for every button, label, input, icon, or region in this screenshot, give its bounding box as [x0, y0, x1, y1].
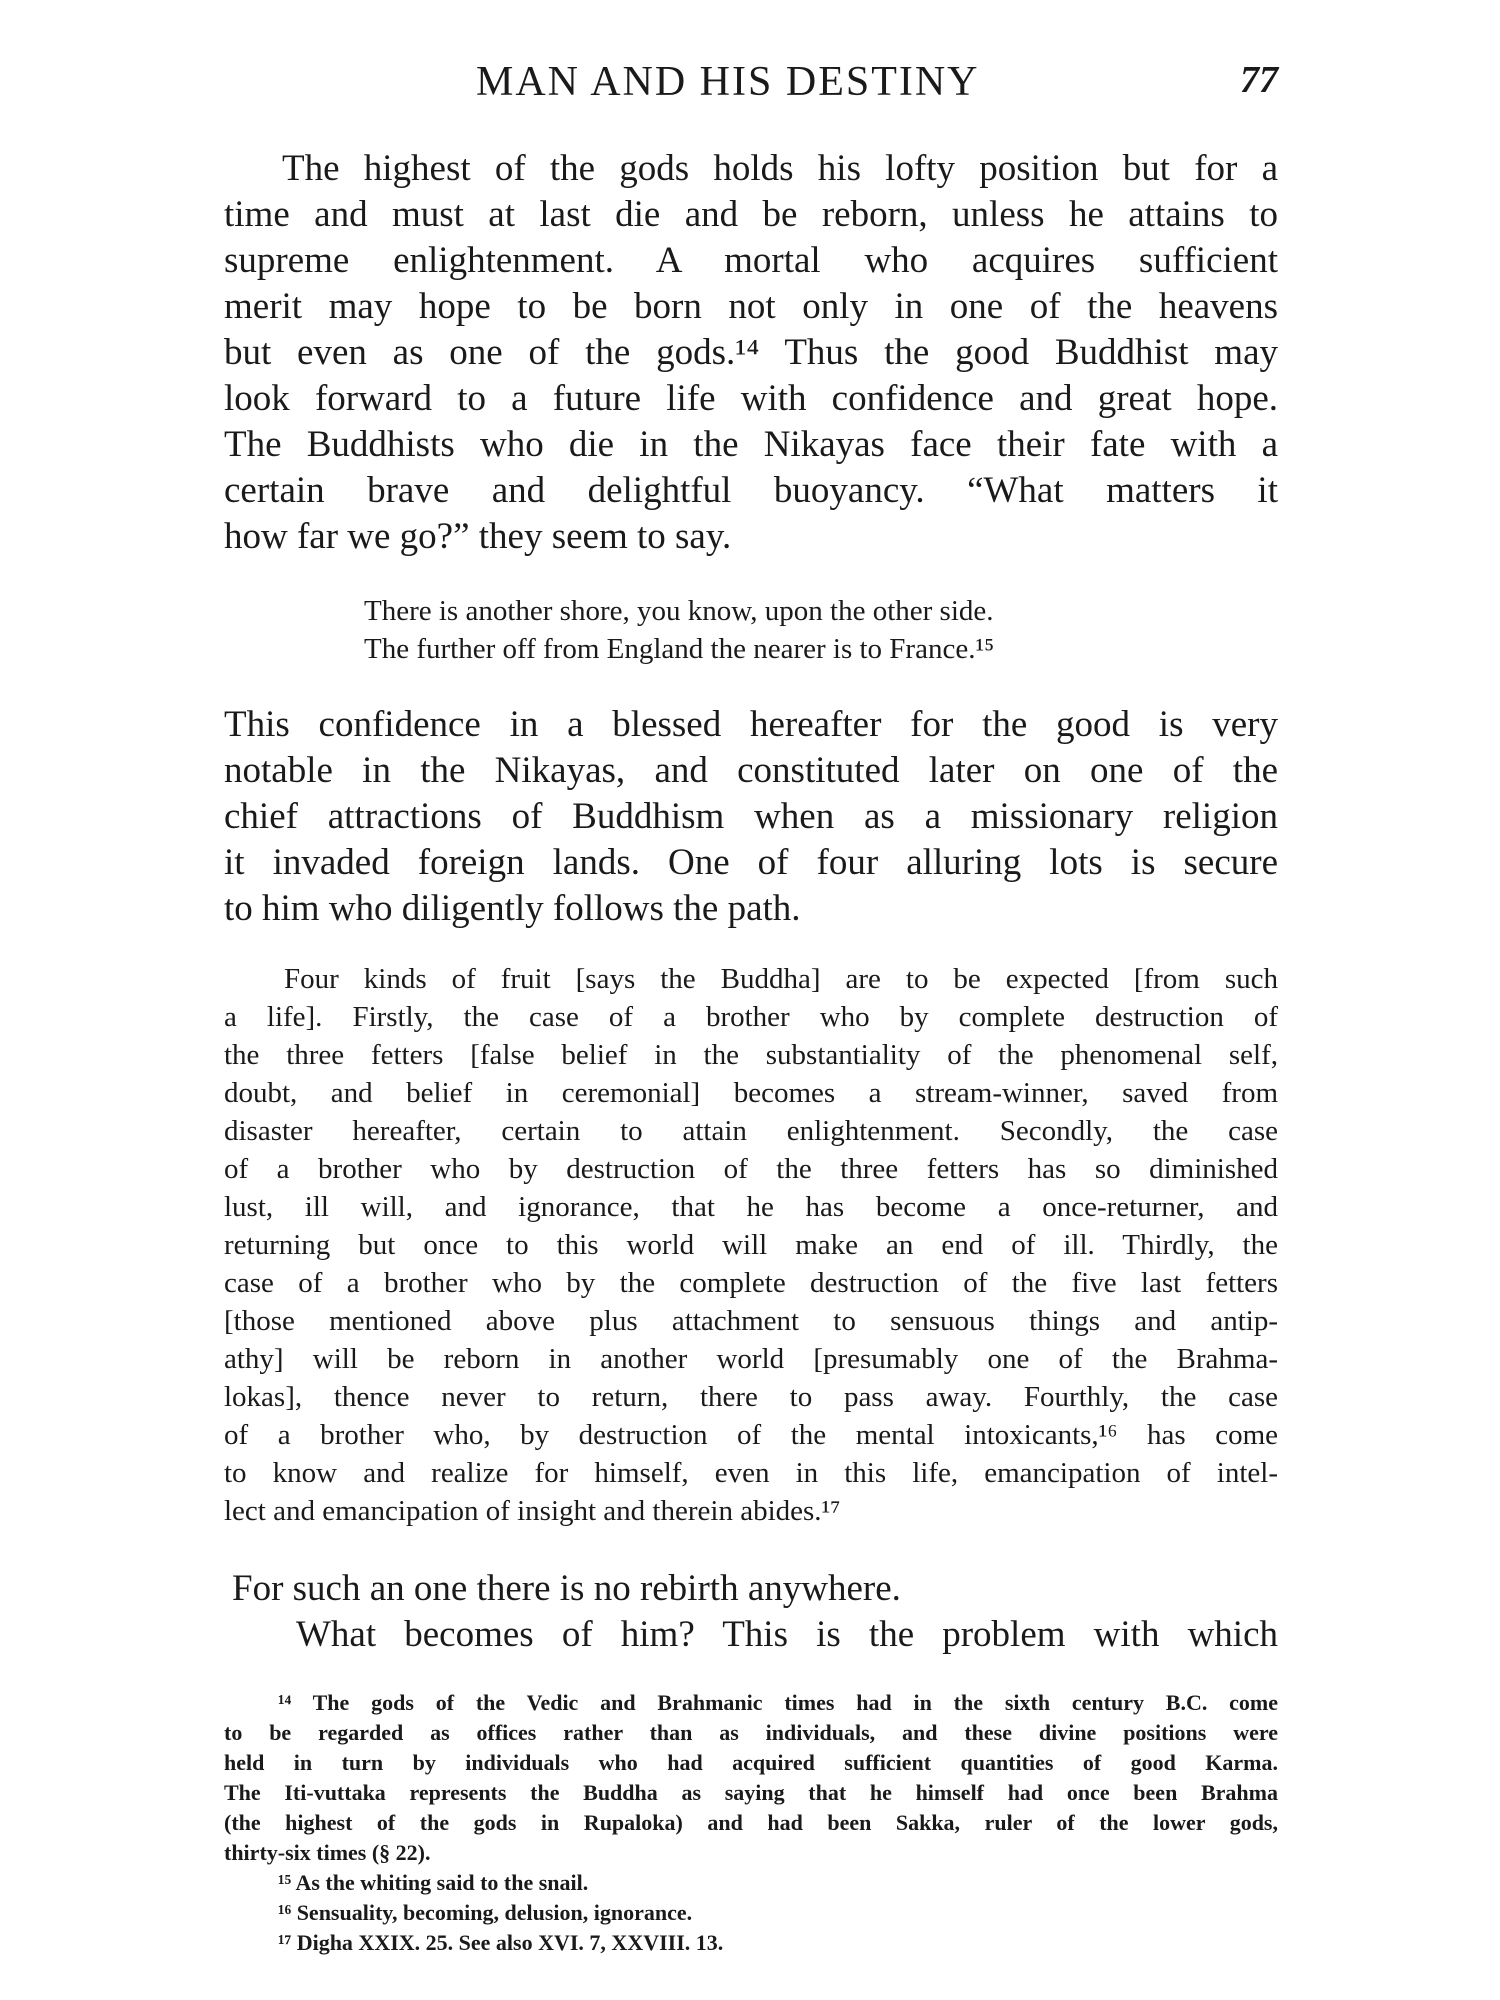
footnote-line: (the highest of the gods in Rupaloka) and had been Sakka, ruler of the lower gods,: [224, 1810, 1278, 1835]
quote-line: Four kinds of fruit [says the Buddha] are to be expected [from such: [284, 963, 1278, 995]
text-line: chief attractions of Buddhism when as a missionary religion: [224, 796, 1278, 837]
quote-line: athy] will be reborn in another world [presumably one of the Brahma-: [224, 1343, 1278, 1375]
text-line: to him who diligently follows the path.: [224, 888, 801, 929]
text-line: For such an one there is no rebirth anywhere.: [232, 1568, 901, 1609]
footnote-line: held in turn by individuals who had acquired sufficient quantities of good Karma.: [224, 1750, 1278, 1775]
quote-line: of a brother who by destruction of the three fetters has so diminished: [224, 1153, 1278, 1185]
text-line: time and must at last die and be reborn, unless he attains to: [224, 194, 1278, 235]
quote-line: lokas], thence never to return, there to pass away. Fourthly, the case: [224, 1381, 1278, 1413]
quote-line: lect and emancipation of insight and therein abides.¹⁷: [224, 1495, 841, 1527]
running-head: [228, 58, 1278, 118]
text-line: certain brave and delightful buoyancy. “What matters it: [224, 470, 1278, 511]
text-line: look forward to a future life with confidence and great hope.: [224, 378, 1278, 419]
quote-line: disaster hereafter, certain to attain enlightenment. Secondly, the case: [224, 1115, 1278, 1147]
footnote-line: ¹⁷ Digha XXIX. 25. See also XVI. 7, XXVIII. 13.: [278, 1930, 724, 1955]
text-line: notable in the Nikayas, and constituted later on one of the: [224, 750, 1278, 791]
quote-line: a life]. Firstly, the case of a brother who by complete destruction of: [224, 1001, 1278, 1033]
quote-line: [those mentioned above plus attachment to sensuous things and antip-: [224, 1305, 1278, 1337]
text-line: This confidence in a blessed hereafter for the good is very: [224, 704, 1278, 745]
quote-line: case of a brother who by the complete destruction of the five last fetters: [224, 1267, 1278, 1299]
quote-line: to know and realize for himself, even in this life, emancipation of intel-: [224, 1457, 1278, 1489]
footnote-line: thirty-six times (§ 22).: [224, 1840, 431, 1865]
verse-line: There is another shore, you know, upon the other side.: [364, 595, 994, 627]
running-title: MAN AND HIS DESTINY: [476, 59, 980, 105]
text-line: but even as one of the gods.¹⁴ Thus the good Buddhist may: [224, 332, 1278, 373]
text-line: The highest of the gods holds his lofty position but for a: [282, 148, 1278, 189]
quote-line: returning but once to this world will make an end of ill. Thirdly, the: [224, 1229, 1278, 1261]
footnote-line: The Iti-vuttaka represents the Buddha as saying that he himself had once been Brahma: [224, 1780, 1278, 1805]
quote-line: the three fetters [false belief in the substantiality of the phenomenal self,: [224, 1039, 1278, 1071]
page-number: 77: [1240, 59, 1278, 101]
text-line: supreme enlightenment. A mortal who acquires sufficient: [224, 240, 1278, 281]
quote-line: doubt, and belief in ceremonial] becomes a stream-winner, saved from: [224, 1077, 1278, 1109]
footnote-line: ¹⁵ As the whiting said to the snail.: [278, 1870, 589, 1895]
footnote-line: to be regarded as offices rather than as individuals, and these divine positions were: [224, 1720, 1278, 1745]
text-line: how far we go?” they seem to say.: [224, 516, 732, 557]
verse-line: The further off from England the nearer is to France.¹⁵: [364, 633, 995, 665]
quote-line: lust, ill will, and ignorance, that he has become a once-returner, and: [224, 1191, 1278, 1223]
text-line: it invaded foreign lands. One of four alluring lots is secure: [224, 842, 1278, 883]
footnote-line: ¹⁴ The gods of the Vedic and Brahmanic times had in the sixth century B.C. come: [278, 1690, 1278, 1715]
text-line: merit may hope to be born not only in one of the heavens: [224, 286, 1278, 327]
text-line: The Buddhists who die in the Nikayas face their fate with a: [224, 424, 1278, 465]
footnote-line: ¹⁶ Sensuality, becoming, delusion, ignorance.: [278, 1900, 693, 1925]
text-line: What becomes of him? This is the problem with which: [296, 1614, 1278, 1655]
quote-line: of a brother who, by destruction of the mental intoxicants,¹⁶ has come: [224, 1419, 1278, 1451]
